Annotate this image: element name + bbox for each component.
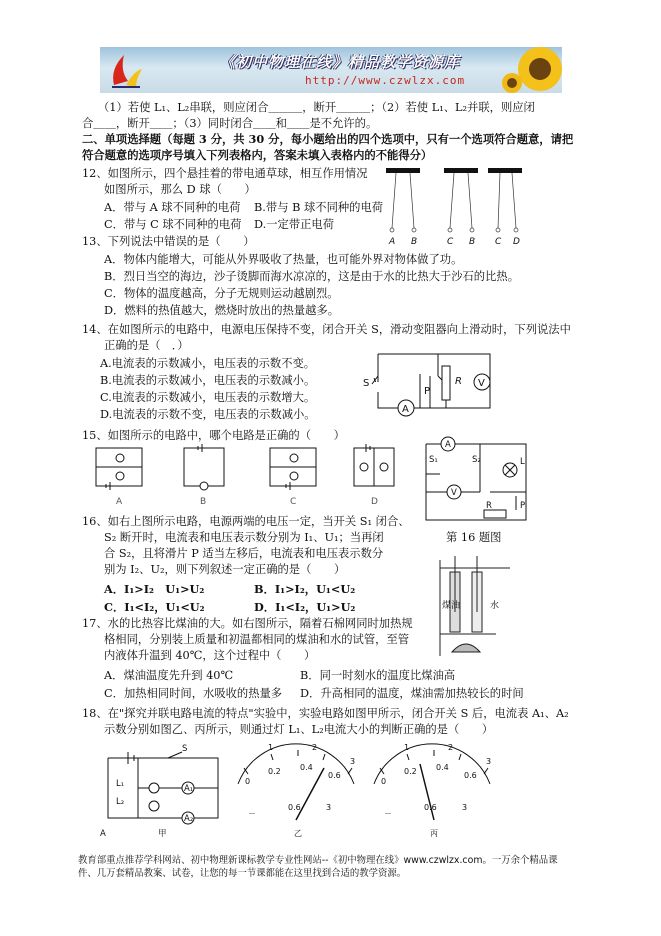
q18-label-l2: L₂	[116, 797, 125, 807]
q16-stem-3: 合 S₂，且将滑片 P 适当左移后，电流表和电压表示数分	[104, 547, 384, 560]
q18-yi-top-3: 3	[350, 757, 356, 766]
q16-voltmeter-label: V	[451, 488, 457, 498]
q14-label-p: P	[424, 386, 431, 397]
q13-stem: 13、下列说法中错误的是（ ）	[82, 235, 255, 248]
footer-line-2: 件、几万套精品教案、试卷，让您的每一节课都能在这里找到合适的教学资源。	[78, 868, 407, 879]
q15-label-c: C	[290, 497, 297, 507]
q14-stem-2: 正确的是（ ．）	[104, 339, 189, 352]
section-heading-1: 二、单项选择题（每题 3 分，共 30 分，每小题给出的四个选项中，只有一个选项符合题意，请把	[82, 132, 574, 146]
q18-bing-top-2: 2	[448, 743, 454, 752]
q18-meter-yi	[238, 743, 355, 838]
q12-label-d: D	[513, 237, 520, 247]
q12-option-c[interactable]: C．带与 C 球不同种的电荷	[104, 218, 242, 231]
q15-label-d: D	[371, 497, 378, 507]
q12-balls-figure	[382, 166, 532, 248]
q16-ammeter-label: A	[445, 440, 451, 450]
q18-bing-bottom-0: 0	[381, 777, 387, 786]
q16-option-d[interactable]: D．I₁<I₂，U₁>U₂	[254, 600, 356, 614]
q13-option-c[interactable]: C．物体的温度越高，分子无规则运动越剧烈。	[104, 287, 339, 300]
q12-label-c: C	[447, 237, 454, 247]
q14-ammeter-label: A	[402, 404, 409, 415]
q12-stem-2: 如图所示，那么 D 球（ ）	[104, 183, 256, 196]
q16-option-b[interactable]: B．I₁>I₂，U₁<U₂	[254, 582, 356, 596]
q16-stem-2: S₂ 断开时，电流表和电压表示数分别为 I₁、U₁；当再闭	[104, 531, 384, 544]
header-title: 《初中物理在线》精品教学资源库	[220, 53, 461, 71]
q12-label-a: A	[389, 237, 396, 247]
q17-option-b[interactable]: B．同一时刻水的温度比煤油高	[300, 669, 456, 682]
q16-label-s1: S₁	[429, 455, 438, 465]
q14-option-c[interactable]: C.电流表的示数减小，电压表的示数增大。	[100, 391, 316, 404]
q16-stem-4: 别为 I₂、U₂，则下列叙述一定正确的是（ ）	[104, 563, 346, 576]
q13-option-d[interactable]: D．燃料的热值越大，燃烧时放出的热量越多。	[104, 304, 339, 317]
intro-line-2: 合＿＿，断开＿＿；（3）同时闭合＿＿和＿＿是不允许的。	[82, 117, 378, 130]
sunflower-icon	[500, 47, 562, 93]
q17-stem-2: 格相同，分别装上质量和初温都相同的煤油和水的试管，至管	[104, 633, 410, 646]
q15-label-a: A	[116, 497, 123, 507]
q18-bing-top-1: 1	[404, 743, 410, 752]
q18-stem-2: 示数分别如图乙、丙所示，则通过灯 L₁、L₂电流大小的判断正确的是（ ）	[104, 723, 494, 736]
q18-yi-bottom-02: 0.2	[268, 767, 281, 776]
q18-label-yi: 乙	[294, 829, 302, 838]
q18-meter-bing	[374, 743, 491, 838]
footer	[78, 854, 590, 880]
q18-label-s: S	[182, 744, 188, 754]
q14-voltmeter-label: V	[478, 378, 485, 389]
q18-figure	[98, 740, 498, 840]
q14-option-b[interactable]: B.电流表的示数减小，电压表的示数减小。	[100, 374, 316, 387]
section-heading-2: 符合题意的选项序号填入下列表格内，答案未填入表格内的不能得分）	[82, 148, 433, 162]
q17-stem-3: 内液体升温到 40℃，这个过程中（ ）	[104, 649, 316, 662]
q18-label-l1: L₁	[116, 779, 125, 789]
q17-label-water: 水	[490, 601, 500, 611]
q14-label-s: S	[363, 378, 370, 389]
q18-label-a2: A₂	[184, 814, 194, 824]
logo-icon	[106, 51, 146, 89]
q18-yi-bottom-0: 0	[245, 777, 251, 786]
q12-option-a[interactable]: A．带与 A 球不同种的电荷	[104, 201, 241, 214]
q18-bing-top-3: 3	[486, 757, 492, 766]
footer-line-1: 教育部重点推荐学科网站、初中物理新课标教学专业性网站--《初中物理在线》www.czwlzx.com。一万余个精品课	[78, 855, 558, 866]
q16-circuit-figure	[420, 434, 532, 528]
q17-option-a[interactable]: A．煤油温度先升到 40℃	[104, 669, 234, 682]
q17-option-d[interactable]: D．升高相同的温度，煤油需加热较长的时间	[300, 687, 524, 700]
q12-label-c2: C	[495, 237, 502, 247]
q18-yi-term-3: 3	[326, 803, 332, 812]
q18-stem-1: 18、在"探究并联电路电流的特点"实验中，实验电路如图甲所示，闭合开关 S 后，电流表 A₁、A₂	[82, 707, 569, 720]
q14-circuit-figure	[360, 346, 500, 421]
q18-yi-minus: －	[248, 809, 256, 818]
q18-yi-top-1: 1	[268, 743, 274, 752]
q14-stem-1: 14、在如图所示的电路中，电源电压保持不变，闭合开关 S，滑动变阻器向上滑动时，下列说法中	[82, 323, 571, 336]
q18-yi-bottom-06: 0.6	[328, 771, 341, 780]
q16-option-a[interactable]: A．I₁>I₂ U₁>U₂	[104, 582, 205, 596]
q14-option-a[interactable]: A.电流表的示数减小，电压表的示数不变。	[100, 357, 316, 370]
q12-label-b2: B	[469, 237, 476, 247]
q18-bing-bottom-02: 0.2	[404, 767, 417, 776]
header-banner	[100, 47, 562, 93]
q12-option-b[interactable]: B.带与 B 球不同种的电荷	[254, 201, 384, 214]
q18-label-a1: A₁	[184, 784, 194, 794]
q16-label-r: R	[486, 501, 492, 511]
q17-option-c[interactable]: C．加热相同时间，水吸收的热量多	[104, 687, 283, 700]
q13-option-a[interactable]: A．物体内能增大，可能从外界吸收了热量，也可能外界对物体做了功。	[104, 253, 463, 266]
q18-bing-bottom-04: 0.4	[436, 763, 449, 772]
q16-figure-caption: 第 16 题图	[446, 531, 502, 544]
header-url[interactable]: http://www.czwlzx.com	[305, 74, 466, 87]
q18-bing-term-06: 0.6	[424, 803, 437, 812]
q14-label-r: R	[455, 376, 462, 387]
q12-option-d[interactable]: D.一定带正电荷	[254, 218, 335, 231]
q16-label-p: P	[520, 501, 526, 511]
q18-yi-term-06: 0.6	[288, 803, 301, 812]
q17-label-kerosene: 煤油	[442, 601, 461, 611]
q15-label-b: B	[200, 497, 207, 507]
q17-heating-figure	[434, 552, 516, 660]
q15-stem: 15、如图所示的电路中，哪个电路是正确的（ ）	[82, 429, 345, 442]
q12-stem-1: 12、如图所示，四个悬挂着的带电通草球，相互作用情况	[82, 167, 368, 180]
q14-option-d[interactable]: D.电流表的示数不变，电压表的示数减小。	[100, 408, 316, 421]
q16-stem-1: 16、如右上图所示电路，电源两端的电压一定，当开关 S₁ 闭合、	[82, 515, 410, 528]
q18-bing-term-3: 3	[462, 803, 468, 812]
q16-option-c[interactable]: C．I₁<I₂，U₁<U₂	[104, 600, 205, 614]
q18-label-jia: 甲	[158, 829, 167, 839]
q15-circuits-figure	[90, 444, 410, 510]
q18-label-a: A	[100, 829, 106, 839]
q16-label-l: L	[520, 457, 525, 467]
q18-label-bing: 丙	[430, 829, 438, 838]
q12-label-b: B	[411, 237, 418, 247]
q18-bing-minus: －	[384, 809, 392, 818]
q18-yi-top-2: 2	[312, 743, 318, 752]
q18-bing-bottom-06: 0.6	[464, 771, 477, 780]
q13-option-b[interactable]: B．烈日当空的海边，沙子烫脚而海水凉凉的，这是由于水的比热大于沙石的比热。	[104, 270, 519, 283]
q17-stem-1: 17、水的比热容比煤油的大。如右图所示，隔着石棉网同时加热规	[82, 617, 413, 630]
q16-label-s2: S₂	[472, 455, 481, 465]
q18-yi-bottom-04: 0.4	[300, 763, 313, 772]
intro-line-1: （1）若使 L₁、L₂串联，则应闭合＿＿＿，断开＿＿＿；（2）若使 L₁、L₂并联，则应闭	[98, 101, 535, 114]
